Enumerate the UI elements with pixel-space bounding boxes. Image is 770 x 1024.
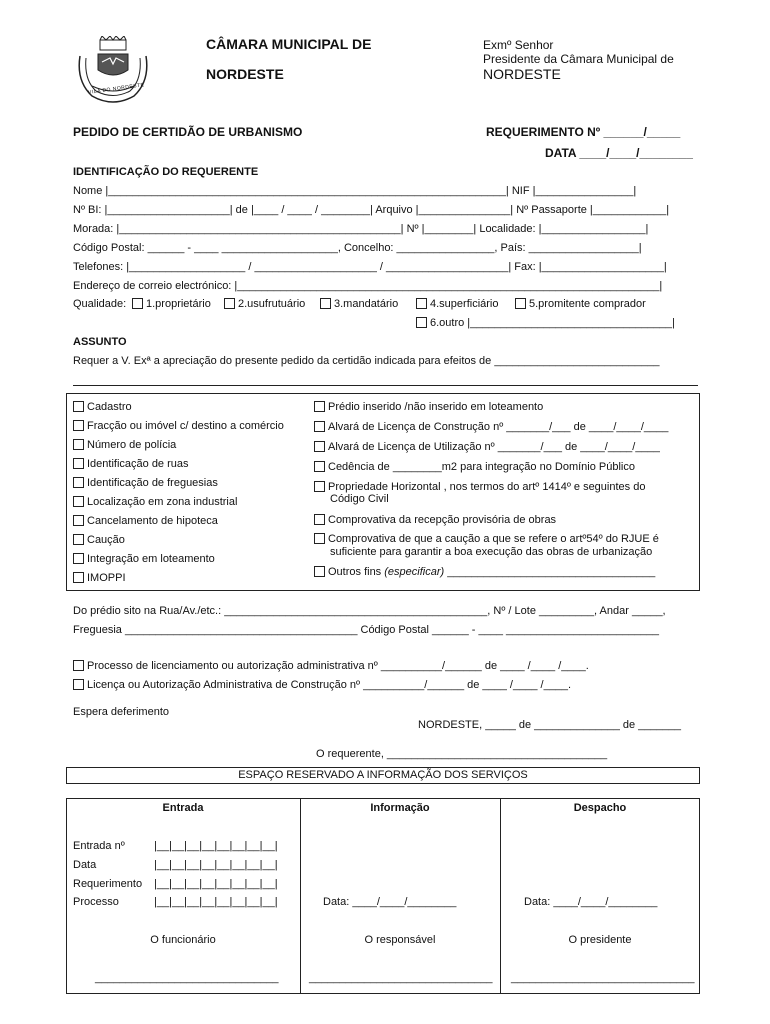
option-caucao-rjue[interactable] [314,533,659,545]
addressee-line2: Presidente da Câmara Municipal de [483,52,674,66]
request-date-field[interactable]: DATA ____/____/________ [545,146,693,160]
checkbox[interactable] [73,515,84,526]
option-fraccao[interactable] [73,420,284,432]
option-label: Comprovativa da recepção provisória de obras [328,514,557,526]
option-label: Cadastro [87,401,132,413]
subject-continuation-line [73,385,698,386]
qualidade-option-2[interactable] [224,298,305,310]
checkbox[interactable] [73,572,84,583]
checkbox[interactable] [314,461,325,472]
checkbox[interactable] [314,566,325,577]
checkbox[interactable] [314,533,325,544]
services-col-divider-2 [500,798,501,994]
request-number-field[interactable]: REQUERIMENTO Nº ______/_____ [486,125,681,139]
qualidade-option-1[interactable] [132,298,211,310]
option-label: 2.usufrutuário [238,298,306,310]
parish-postal-field[interactable]: Freguesia ______________________________________ Código Postal ______ - ____ _________________________ [73,624,659,636]
option-numero-policia[interactable] [73,439,176,451]
option-label: Alvará de Licença de Construção nº _______/___ de ____/____/____ [328,421,669,433]
checkbox[interactable] [73,534,84,545]
subject-purpose-field[interactable]: Requer a V. Exª a apreciação do presente pedido da certidão indicada para efeitos de ___________________________ [73,355,660,367]
entrada-request-boxes[interactable]: |__|__|__|__|__|__|__|__| [154,878,278,890]
qualidade-option-5[interactable] [515,298,646,310]
option-imoppi[interactable] [73,572,126,584]
entrada-number-boxes[interactable]: |__|__|__|__|__|__|__|__| [154,840,278,852]
option-label: Licença ou Autorização Administrativa de Construção nº __________/______ de ____ /____ /____. [87,679,572,691]
option-label: Identificação de freguesias [87,477,218,489]
option-integracao-loteamento[interactable] [73,553,215,565]
checkbox[interactable] [73,420,84,431]
services-col-entrada: Entrada [162,802,204,814]
signature-funcionario-label: O funcionário [150,934,216,946]
option-label: Localização em zona industrial [87,496,238,508]
option-label: Cedência de ________m2 para integração no Domínio Público [328,461,635,473]
municipality-title-line2: NORDESTE [206,66,284,82]
option-alvara-construcao[interactable] [314,421,668,433]
entrada-process-boxes[interactable]: |__|__|__|__|__|__|__|__| [154,896,278,908]
option-label: 6.outro |_________________________________| [430,317,675,329]
option-label: Caução [87,534,125,546]
email-field[interactable]: Endereço de correio electrónico: |_____________________________________________________________________| [73,280,663,292]
checkbox[interactable] [416,298,427,309]
crest-motto: VILA DO NORDESTE [87,82,145,96]
option-label: 4.superficiário [430,298,499,310]
signature-responsavel-label: O responsável [364,934,436,946]
option-label: 5.promitente comprador [529,298,646,310]
informacao-date-field[interactable]: Data: ____/____/________ [323,896,457,908]
checkbox[interactable] [73,496,84,507]
option-caucao-rjue-cont: suficiente para garantir a boa execução das obras de urbanização [330,546,653,558]
entrada-date-boxes[interactable]: |__|__|__|__|__|__|__|__| [154,859,278,871]
option-label: Alvará de Licença de Utilização nº _______/___ de ____/____/____ [328,441,660,453]
construction-license-option[interactable] [73,679,571,691]
option-label: 1.proprietário [146,298,211,310]
municipal-crest-logo [72,36,154,106]
option-label: IMOPPI [87,572,126,584]
checkbox[interactable] [314,421,325,432]
option-alvara-utilizacao[interactable] [314,441,660,453]
checkbox[interactable] [132,298,143,309]
closing-espera: Espera deferimento [73,706,169,718]
name-nif-field[interactable]: Nome |_________________________________________________________________| NIF |________________| [73,185,637,197]
option-caucao[interactable] [73,534,125,546]
despacho-date-field[interactable]: Data: ____/____/________ [524,896,658,908]
option-recepcao-provisoria[interactable] [314,514,556,526]
checkbox[interactable] [515,298,526,309]
option-cancelamento-hipoteca[interactable] [73,515,218,527]
services-banner-text: ESPAÇO RESERVADO A INFORMAÇÃO DOS SERVIÇOS [238,769,528,781]
place-date-field[interactable]: NORDESTE, _____ de ______________ de _______ [418,719,681,731]
option-propriedade-horizontal[interactable] [314,481,645,493]
process-licensing-option[interactable] [73,660,589,672]
checkbox[interactable] [73,458,84,469]
checkbox[interactable] [416,317,427,328]
signature-responsavel-line[interactable]: ______________________________ [309,972,493,984]
checkbox[interactable] [314,441,325,452]
municipality-title-line1: CÂMARA MUNICIPAL DE [206,36,372,52]
services-col-divider-1 [300,798,301,994]
entrada-number-label: Entrada nº [73,840,125,852]
checkbox[interactable] [314,481,325,492]
address-field[interactable]: Morada: |______________________________________________| Nº |________| Localidade: |_________________| [73,223,649,235]
checkbox[interactable] [73,553,84,564]
checkbox[interactable] [73,679,84,690]
option-label: Comprovativa de que a caução a que se refere o artº54º do RJUE é [328,533,659,545]
signature-presidente-label: O presidente [568,934,632,946]
signature-presidente-line[interactable]: ______________________________ [511,972,695,984]
option-label: Cancelamento de hipoteca [87,515,218,527]
checkbox[interactable] [314,401,325,412]
option-label: Prédio inserido /não inserido em loteamento [328,401,544,413]
entrada-date-label: Data [73,859,97,871]
applicant-signature-field[interactable]: O requerente, ____________________________________ [316,748,608,760]
option-label: 3.mandatário [334,298,399,310]
subject-heading: ASSUNTO [73,336,127,348]
entrada-process-label: Processo [73,896,119,908]
services-banner [66,767,700,784]
option-zona-industrial[interactable] [73,496,237,508]
option-label: Identificação de ruas [87,458,189,470]
checkbox[interactable] [314,514,325,525]
option-cadastro[interactable] [73,401,132,413]
option-label: Fracção ou imóvel c/ destino a comércio [87,420,284,432]
phone-fax-field[interactable]: Telefones: |___________________ / ____________________ / ____________________| Fax: |____________________| [73,261,667,273]
applicant-section-heading: IDENTIFICAÇÃO DO REQUERENTE [73,166,259,178]
postal-code-field[interactable]: Código Postal: ______ - ____ ___________________, Concelho: ________________, País: __________________| [73,242,642,254]
option-label: Integração em loteamento [87,553,215,565]
option-fill-line: __________________________________ [444,566,656,578]
option-propriedade-horizontal-cont: Código Civil [330,493,389,505]
checkbox[interactable] [73,660,84,671]
option-predio-loteamento[interactable] [314,401,543,413]
qualidade-option-3[interactable] [320,298,398,310]
option-identificacao-freguesias[interactable] [73,477,218,489]
option-hint: (especificar) [384,566,445,578]
form-title: PEDIDO DE CERTIDÃO DE URBANISMO [73,125,303,139]
signature-funcionario-line[interactable]: ______________________________ [95,972,279,984]
entrada-request-label: Requerimento [73,878,143,890]
checkbox[interactable] [73,401,84,412]
qualidade-option-4[interactable] [416,298,498,310]
addressee-line3: NORDESTE [483,66,561,82]
option-outros-fins[interactable] [314,566,655,578]
qualidade-label: Qualidade: [73,298,127,310]
services-col-informacao: Informação [370,802,430,814]
checkbox[interactable] [73,439,84,450]
checkbox[interactable] [73,477,84,488]
qualidade-option-6[interactable] [416,317,675,329]
option-label: Processo de licenciamento ou autorização administrativa nº __________/______ de ____ /____ /____. [87,660,589,672]
option-label: Outros fins [328,566,385,578]
option-identificacao-ruas[interactable] [73,458,189,470]
option-cedencia[interactable] [314,461,635,473]
option-label: Propriedade Horizontal , nos termos do artº 1414º e seguintes do [328,481,646,493]
checkbox[interactable] [320,298,331,309]
services-col-despacho: Despacho [573,802,627,814]
id-document-field[interactable]: Nº BI: |____________________| de |____ / ____ / ________| Arquivo |_______________| Nº Passaporte |____________| [73,204,670,216]
checkbox[interactable] [224,298,235,309]
property-address-field[interactable]: Do prédio sito na Rua/Av./etc.: ___________________________________________, Nº / Lote _________, Andar _____, [73,605,666,617]
addressee-line1: Exmº Senhor [483,38,554,52]
option-label: Número de polícia [87,439,177,451]
